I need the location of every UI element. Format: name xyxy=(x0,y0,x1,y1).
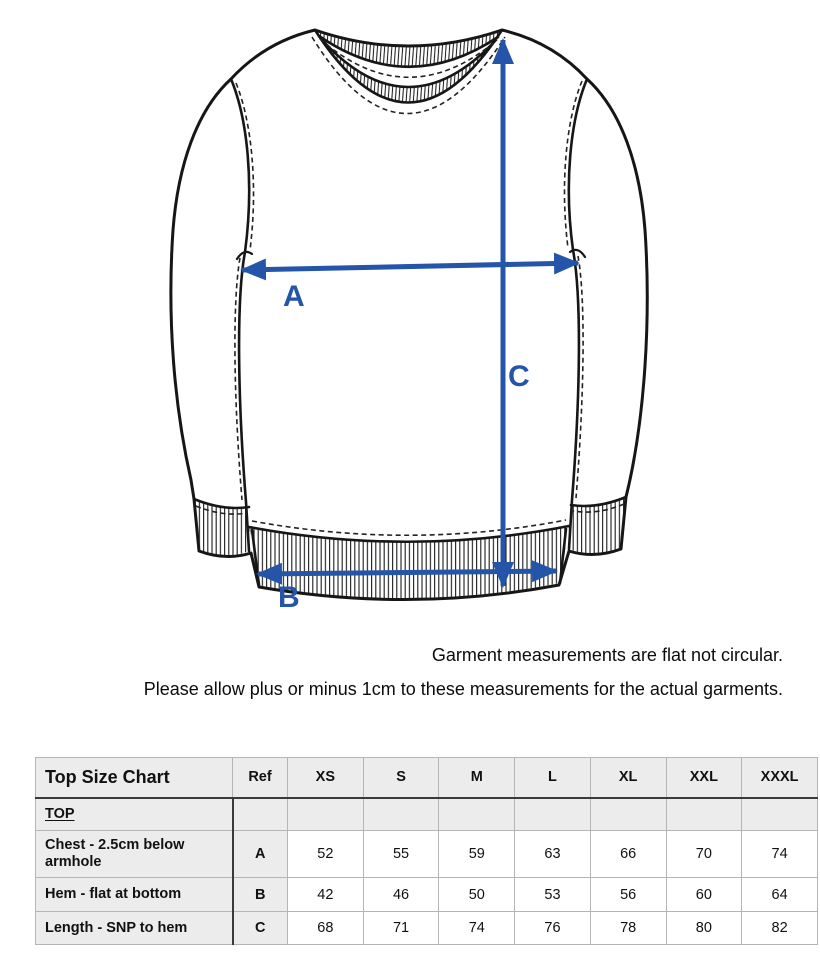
size-value: 74 xyxy=(742,831,818,878)
label-c: C xyxy=(508,360,530,393)
section-label-cell xyxy=(36,798,233,831)
column-header-size: XXL xyxy=(666,758,742,798)
table-row-chest xyxy=(36,831,818,878)
size-value: 80 xyxy=(666,912,742,945)
size-value: 50 xyxy=(439,878,515,912)
size-value: 55 xyxy=(363,831,439,878)
row-label: Length - SNP to hem xyxy=(36,912,233,945)
size-value: 74 xyxy=(439,912,515,945)
label-b: B xyxy=(278,581,300,614)
table-header-row xyxy=(36,758,818,798)
column-header-size: XS xyxy=(288,758,364,798)
empty-cell xyxy=(590,798,666,831)
table-row-hem xyxy=(36,878,818,912)
table-section-row xyxy=(36,798,818,831)
column-header-size: M xyxy=(439,758,515,798)
size-value: 46 xyxy=(363,878,439,912)
size-value: 76 xyxy=(515,912,591,945)
size-value: 78 xyxy=(590,912,666,945)
size-value: 63 xyxy=(515,831,591,878)
measurement-notes xyxy=(63,646,783,699)
arrow-b-hem xyxy=(258,571,556,574)
empty-cell xyxy=(742,798,818,831)
table-row-length xyxy=(36,912,818,945)
empty-cell xyxy=(233,798,288,831)
label-a: A xyxy=(283,280,305,313)
size-value: 71 xyxy=(363,912,439,945)
size-value: 42 xyxy=(288,878,364,912)
column-header-size: XL xyxy=(590,758,666,798)
empty-cell xyxy=(515,798,591,831)
size-value: 53 xyxy=(515,878,591,912)
row-label: Chest - 2.5cm below armhole xyxy=(36,831,233,878)
row-ref: C xyxy=(233,912,288,945)
section-label: TOP xyxy=(45,805,75,822)
empty-cell xyxy=(288,798,364,831)
note-tolerance: Please allow plus or minus 1cm to these measurements for the actual garments. xyxy=(143,679,783,699)
size-value: 52 xyxy=(288,831,364,878)
column-header-size: S xyxy=(363,758,439,798)
column-header-size: XXXL xyxy=(742,758,818,798)
size-value: 56 xyxy=(590,878,666,912)
table-title: Top Size Chart xyxy=(36,758,233,798)
size-value: 70 xyxy=(666,831,742,878)
column-header-ref: Ref xyxy=(233,758,288,798)
column-header-size: L xyxy=(515,758,591,798)
size-value: 60 xyxy=(666,878,742,912)
row-ref: B xyxy=(233,878,288,912)
size-chart-table xyxy=(35,757,818,945)
size-value: 64 xyxy=(742,878,818,912)
note-flat-measurement: Garment measurements are flat not circular. xyxy=(431,645,783,665)
row-label: Hem - flat at bottom xyxy=(36,878,233,912)
empty-cell xyxy=(439,798,515,831)
row-ref: A xyxy=(233,831,288,878)
size-value: 82 xyxy=(742,912,818,945)
empty-cell xyxy=(666,798,742,831)
empty-cell xyxy=(363,798,439,831)
size-value: 68 xyxy=(288,912,364,945)
size-value: 66 xyxy=(590,831,666,878)
size-value: 59 xyxy=(439,831,515,878)
